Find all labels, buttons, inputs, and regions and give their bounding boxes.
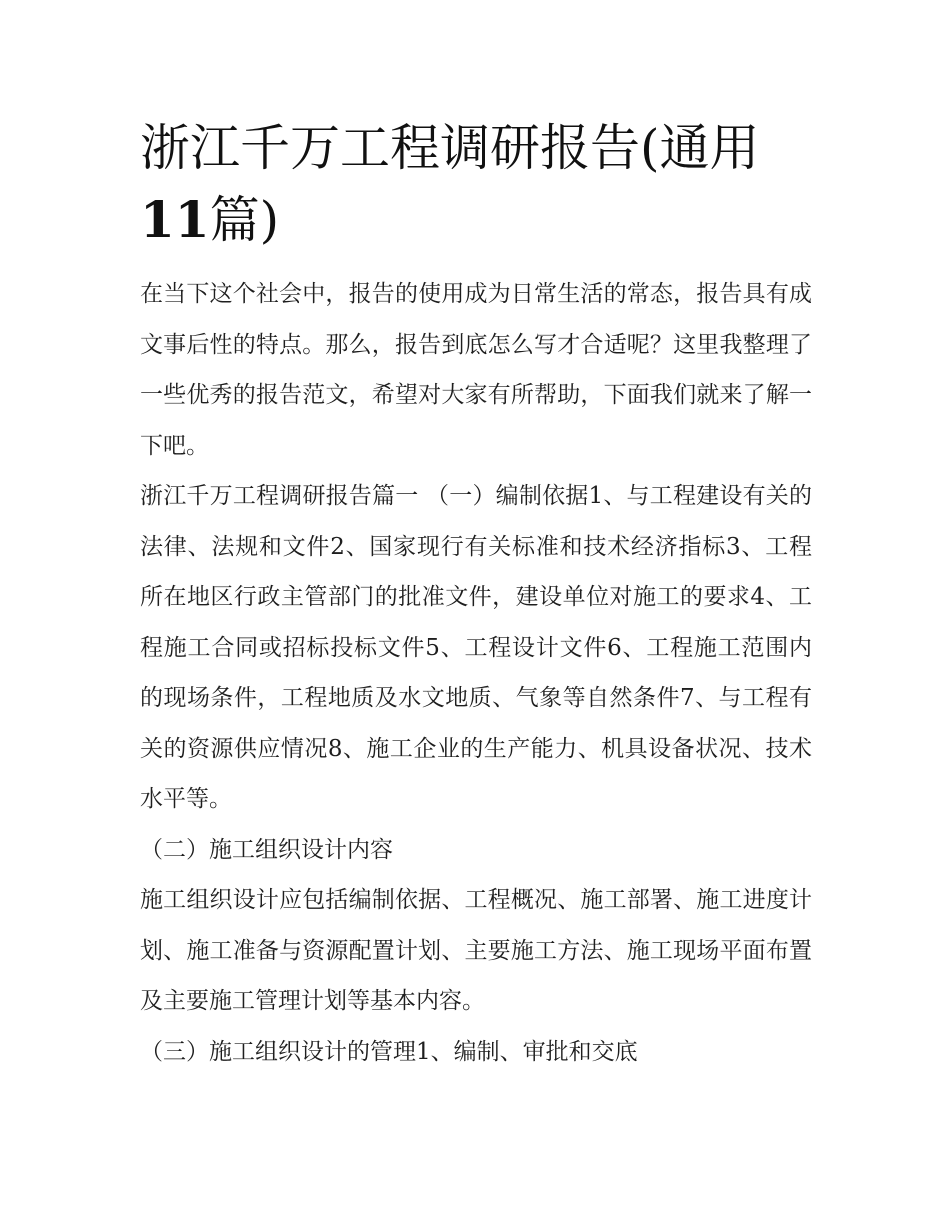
document-title [140,112,812,256]
title-number: 11 [140,190,210,249]
intro-paragraph: 在当下这个社会中，报告的使用成为日常生活的常态，报告具有成文事后性的特点。那么，报告到底怎么写才合适呢？这里我整理了一些优秀的报告范文，希望对大家有所帮助，下面我们就来了解一下吧。 [140,281,812,459]
title-line-1: 浙江千万工程调研报告(通用 [140,119,760,177]
section-three-heading: （三）施工组织设计的管理1、编制、审批和交底 [140,1038,638,1065]
section-two-paragraph: 施工组织设计应包括编制依据、工程概况、施工部署、施工进度计划、施工准备与资源配置计划、主要施工方法、施工现场平面布置及主要施工管理计划等基本内容。 [140,887,812,1014]
title-line-2: 篇) [209,191,280,249]
section-one-paragraph: 浙江千万工程调研报告篇一 （一）编制依据1、与工程建设有关的法律、法规和文件2、国家现行有关标准和技术经济指标3、工程所在地区行政主管部门的批准文件，建设单位对施工的要求4、工程施工合同或招标投标文件5、工程设计文件6、工程施工范围内的现场条件，工程地质及水文地质、气象等自然条件7、与工程有关的资源供应情况8、施工企业的生产能力、机具设备状况、技术水平等。 [140,483,812,812]
section-two-heading: （二）施工组织设计内容 [140,836,393,863]
document-page [140,112,812,1077]
